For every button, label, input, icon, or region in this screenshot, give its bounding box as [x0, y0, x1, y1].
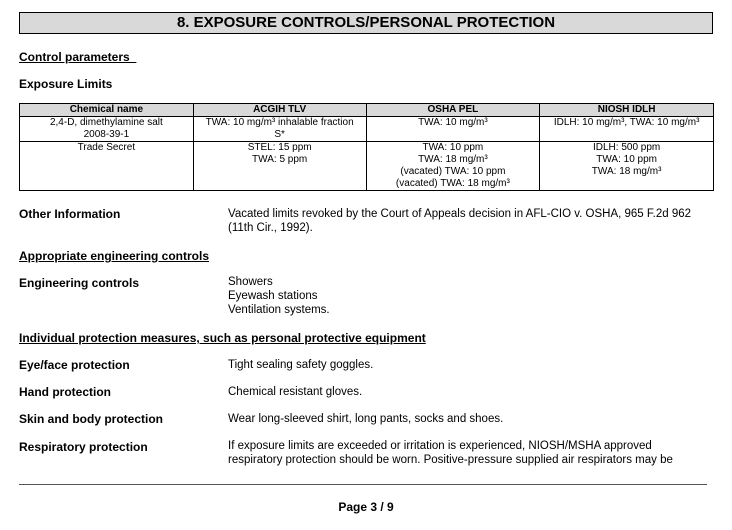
eye-face-protection-label: Eye/face protection [19, 358, 130, 372]
exposure-limits-table [19, 103, 714, 191]
column-header: NIOSH IDLH [540, 104, 714, 117]
value-line: If exposure limits are exceeded or irritation is experienced, NIOSH/MSHA approved [228, 440, 652, 452]
footer-divider [19, 484, 707, 485]
cell-line: (vacated) TWA: 10 ppm [400, 166, 506, 177]
respiratory-protection-value [228, 439, 718, 467]
control-parameters-heading: Control parameters [19, 50, 137, 64]
value-line: respiratory protection should be worn. Positive-pressure supplied air respirators may be [228, 454, 673, 466]
skin-body-protection-label: Skin and body protection [19, 412, 164, 426]
value-line: Vacated limits revoked by the Court of Appeals decision in AFL-CIO v. OSHA, 965 F.2d 962 [228, 208, 692, 220]
niosh-cell [540, 117, 714, 142]
column-header: Chemical name [20, 104, 194, 117]
engineering-controls-heading: Appropriate engineering controls [19, 249, 210, 263]
cell-line: TWA: 10 mg/m³ inhalable fraction [205, 117, 354, 128]
osha-cell [366, 142, 540, 191]
cell-line: (vacated) TWA: 18 mg/m³ [395, 178, 510, 189]
other-information-label: Other Information [19, 207, 121, 221]
value-line: Ventilation systems. [228, 304, 330, 316]
cell-line: Trade Secret [77, 142, 136, 153]
cell-line: IDLH: 500 ppm [592, 142, 661, 153]
table-row [20, 117, 714, 142]
respiratory-protection-label: Respiratory protection [19, 440, 148, 454]
chemical-name-cell [20, 117, 194, 142]
cell-line: TWA: 10 ppm [596, 154, 657, 165]
value-line: Showers [228, 276, 273, 288]
engineering-controls-label: Engineering controls [19, 276, 140, 290]
column-header: OSHA PEL [366, 104, 540, 117]
cell-line: S* [274, 129, 285, 140]
value-line: (11th Cir., 1992). [228, 222, 313, 234]
value-line: Eyewash stations [228, 290, 318, 302]
cell-line: IDLH: 10 mg/m³, TWA: 10 mg/m³ [553, 117, 700, 128]
eye-face-protection-value: Tight sealing safety goggles. [228, 359, 374, 371]
acgih-cell [193, 142, 366, 191]
page-number: Page 3 / 9 [338, 500, 394, 514]
hand-protection-value: Chemical resistant gloves. [228, 386, 363, 398]
cell-line: 2,4-D, dimethylamine salt [49, 117, 163, 128]
osha-cell [366, 117, 540, 142]
cell-line: 2008-39-1 [83, 129, 130, 140]
cell-line: TWA: 18 mg/m³ [591, 166, 662, 177]
niosh-cell [540, 142, 714, 191]
engineering-controls-value [228, 275, 718, 317]
ppe-heading: Individual protection measures, such as personal protective equipment [19, 331, 426, 345]
section-title: 8. EXPOSURE CONTROLS/PERSONAL PROTECTION [19, 12, 713, 34]
acgih-cell [193, 117, 366, 142]
exposure-limits-heading: Exposure Limits [19, 77, 113, 91]
skin-body-protection-value: Wear long-sleeved shirt, long pants, socks and shoes. [228, 413, 504, 425]
cell-line: TWA: 10 ppm [422, 142, 484, 153]
cell-line: TWA: 10 mg/m³ [418, 117, 488, 128]
column-header: ACGIH TLV [193, 104, 366, 117]
table-header-row [20, 104, 714, 117]
other-information-value [228, 207, 718, 235]
table-row [20, 142, 714, 191]
cell-line: TWA: 5 ppm [252, 154, 308, 165]
hand-protection-label: Hand protection [19, 385, 111, 399]
cell-line: TWA: 18 mg/m³ [418, 154, 488, 165]
chemical-name-cell [20, 142, 194, 191]
cell-line: STEL: 15 ppm [247, 142, 312, 153]
